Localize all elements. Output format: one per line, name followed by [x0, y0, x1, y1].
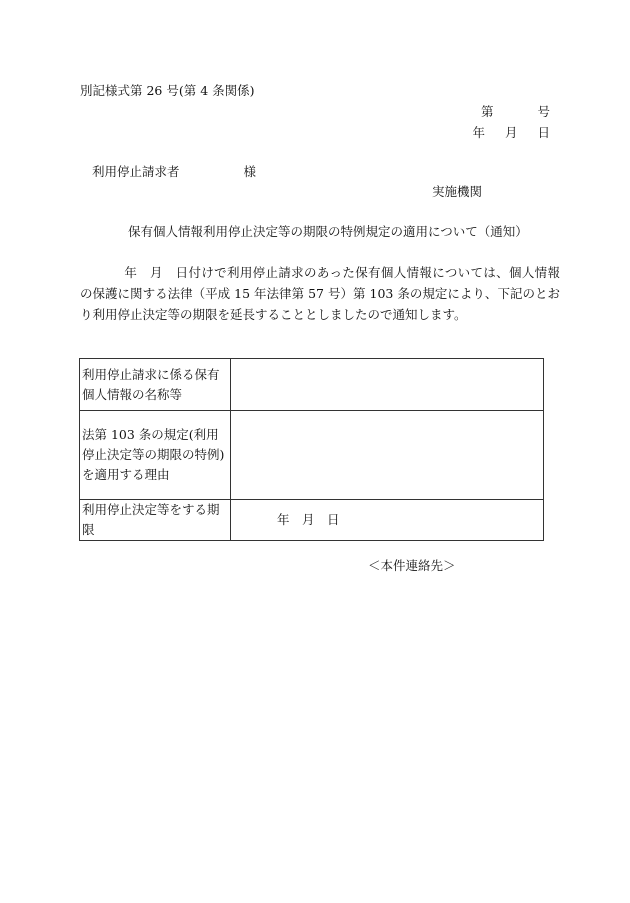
table-label-cell: 利用停止決定等をする期限: [80, 500, 231, 541]
requester-honorific: 様: [243, 164, 257, 179]
document-number-prefix: 第: [481, 104, 494, 119]
table-row: [80, 359, 544, 411]
info-table: [79, 358, 544, 541]
table-row: [80, 500, 544, 541]
date-year: 年: [472, 125, 486, 140]
contact-heading: ＜本件連絡先＞: [368, 558, 456, 573]
document-date: [473, 123, 550, 141]
notice-body: [80, 262, 560, 325]
table-row: [80, 411, 544, 500]
table-value-cell: [231, 411, 544, 500]
table-value-cell: [231, 359, 544, 411]
agency: 実施機関: [431, 184, 482, 199]
date-day: 日: [537, 125, 550, 140]
form-number: 別記様式第 26 号(第 4 条関係): [80, 83, 255, 98]
notice-body-text: 年 月 日付けで利用停止請求のあった保有個人情報については、個人情報の保護に関する法律（平成 15 年法律第 57 号）第 103 条の規定により、下記のとおり利用停止決定等の期限を延長することとしましたので通知します。: [80, 265, 560, 322]
table-label-cell: 利用停止請求に係る保有個人情報の名称等: [80, 359, 231, 411]
table-label-cell: 法第 103 条の規定(利用停止決定等の期限の特例)を適用する理由: [80, 411, 231, 500]
requester-line: [92, 162, 256, 180]
document-number-suffix: 号: [537, 104, 550, 119]
date-month: 月: [505, 125, 518, 140]
table-value-cell: [231, 500, 544, 541]
document-number: [481, 102, 550, 120]
deadline-date: 年 月 日: [277, 512, 340, 527]
document-title: 保有個人情報利用停止決定等の期限の特例規定の適用について（通知）: [128, 224, 528, 239]
requester-label: 利用停止請求者: [92, 164, 180, 179]
